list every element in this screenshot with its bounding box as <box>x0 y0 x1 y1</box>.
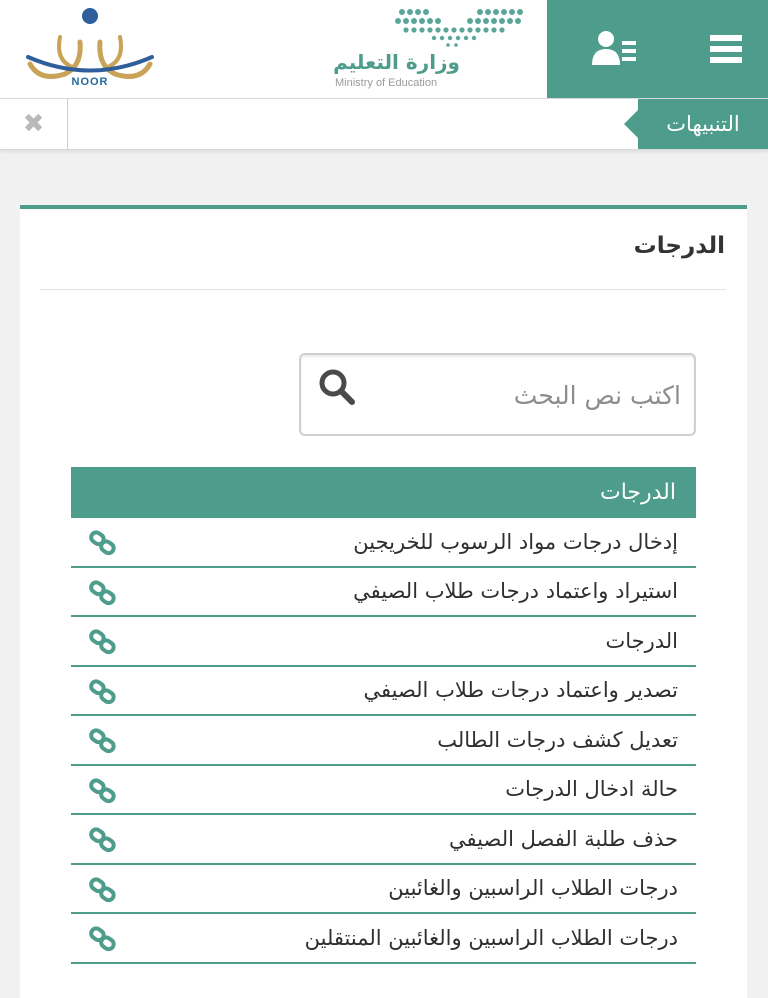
user-menu-button[interactable] <box>547 0 683 98</box>
user-list-icon <box>590 29 640 69</box>
row-label: تصدير واعتماد درجات طلاب الصيفي <box>363 678 678 703</box>
ministry-dots-icon <box>330 4 530 50</box>
link-icon[interactable] <box>89 629 117 655</box>
table-row[interactable] <box>71 667 696 717</box>
row-label: درجات الطلاب الراسبين والغائبين <box>388 876 678 901</box>
table-header-label: الدرجات <box>599 480 676 505</box>
alerts-close-button[interactable] <box>0 99 68 149</box>
ministry-name-ar: وزارة التعليم <box>333 50 460 74</box>
page-title: الدرجات <box>633 233 725 259</box>
noor-wordmark: NOOR <box>71 76 109 88</box>
table-row[interactable] <box>71 518 696 568</box>
table-row[interactable] <box>71 914 696 964</box>
ministry-logo <box>330 4 530 96</box>
row-label: حذف طلبة الفصل الصيفي <box>449 826 678 851</box>
link-icon[interactable] <box>89 877 117 903</box>
link-icon[interactable] <box>89 580 117 606</box>
row-label: تعديل كشف درجات الطالب <box>437 727 678 752</box>
table-row[interactable] <box>71 617 696 667</box>
link-icon[interactable] <box>89 679 117 705</box>
link-icon[interactable] <box>89 728 117 754</box>
link-icon[interactable] <box>89 827 117 853</box>
table-row[interactable] <box>71 865 696 915</box>
ministry-name-en: Ministry of Education <box>335 77 438 89</box>
alerts-label[interactable] <box>638 99 768 149</box>
table-row[interactable] <box>71 568 696 618</box>
search-icon[interactable] <box>317 367 357 407</box>
table-header <box>71 467 696 518</box>
row-label: استيراد واعتماد درجات طلاب الصيفي <box>353 579 678 604</box>
noor-emblem-icon <box>20 2 160 82</box>
link-icon[interactable] <box>89 530 117 556</box>
row-label: درجات الطلاب الراسبين والغائبين المنتقلين <box>304 925 678 950</box>
table-row[interactable] <box>71 716 696 766</box>
alerts-label-text: التنبيهات <box>666 112 740 136</box>
hamburger-icon <box>710 33 742 65</box>
noor-logo <box>20 2 160 94</box>
table-row[interactable] <box>71 815 696 865</box>
grades-table <box>71 467 696 964</box>
close-icon: ✖ <box>22 109 45 139</box>
row-label: حالة ادخال الدرجات <box>505 777 678 802</box>
hamburger-menu-button[interactable] <box>683 0 768 98</box>
table-row[interactable] <box>71 766 696 816</box>
top-header <box>0 0 768 98</box>
row-label: إدخال درجات مواد الرسوب للخريجين <box>353 529 678 554</box>
search-box <box>299 353 696 436</box>
link-icon[interactable] <box>89 778 117 804</box>
link-icon[interactable] <box>89 926 117 952</box>
grades-panel <box>20 205 747 998</box>
title-divider <box>40 289 726 290</box>
alerts-bar <box>0 98 768 150</box>
search-input[interactable] <box>361 363 681 427</box>
row-label: الدرجات <box>605 628 678 653</box>
